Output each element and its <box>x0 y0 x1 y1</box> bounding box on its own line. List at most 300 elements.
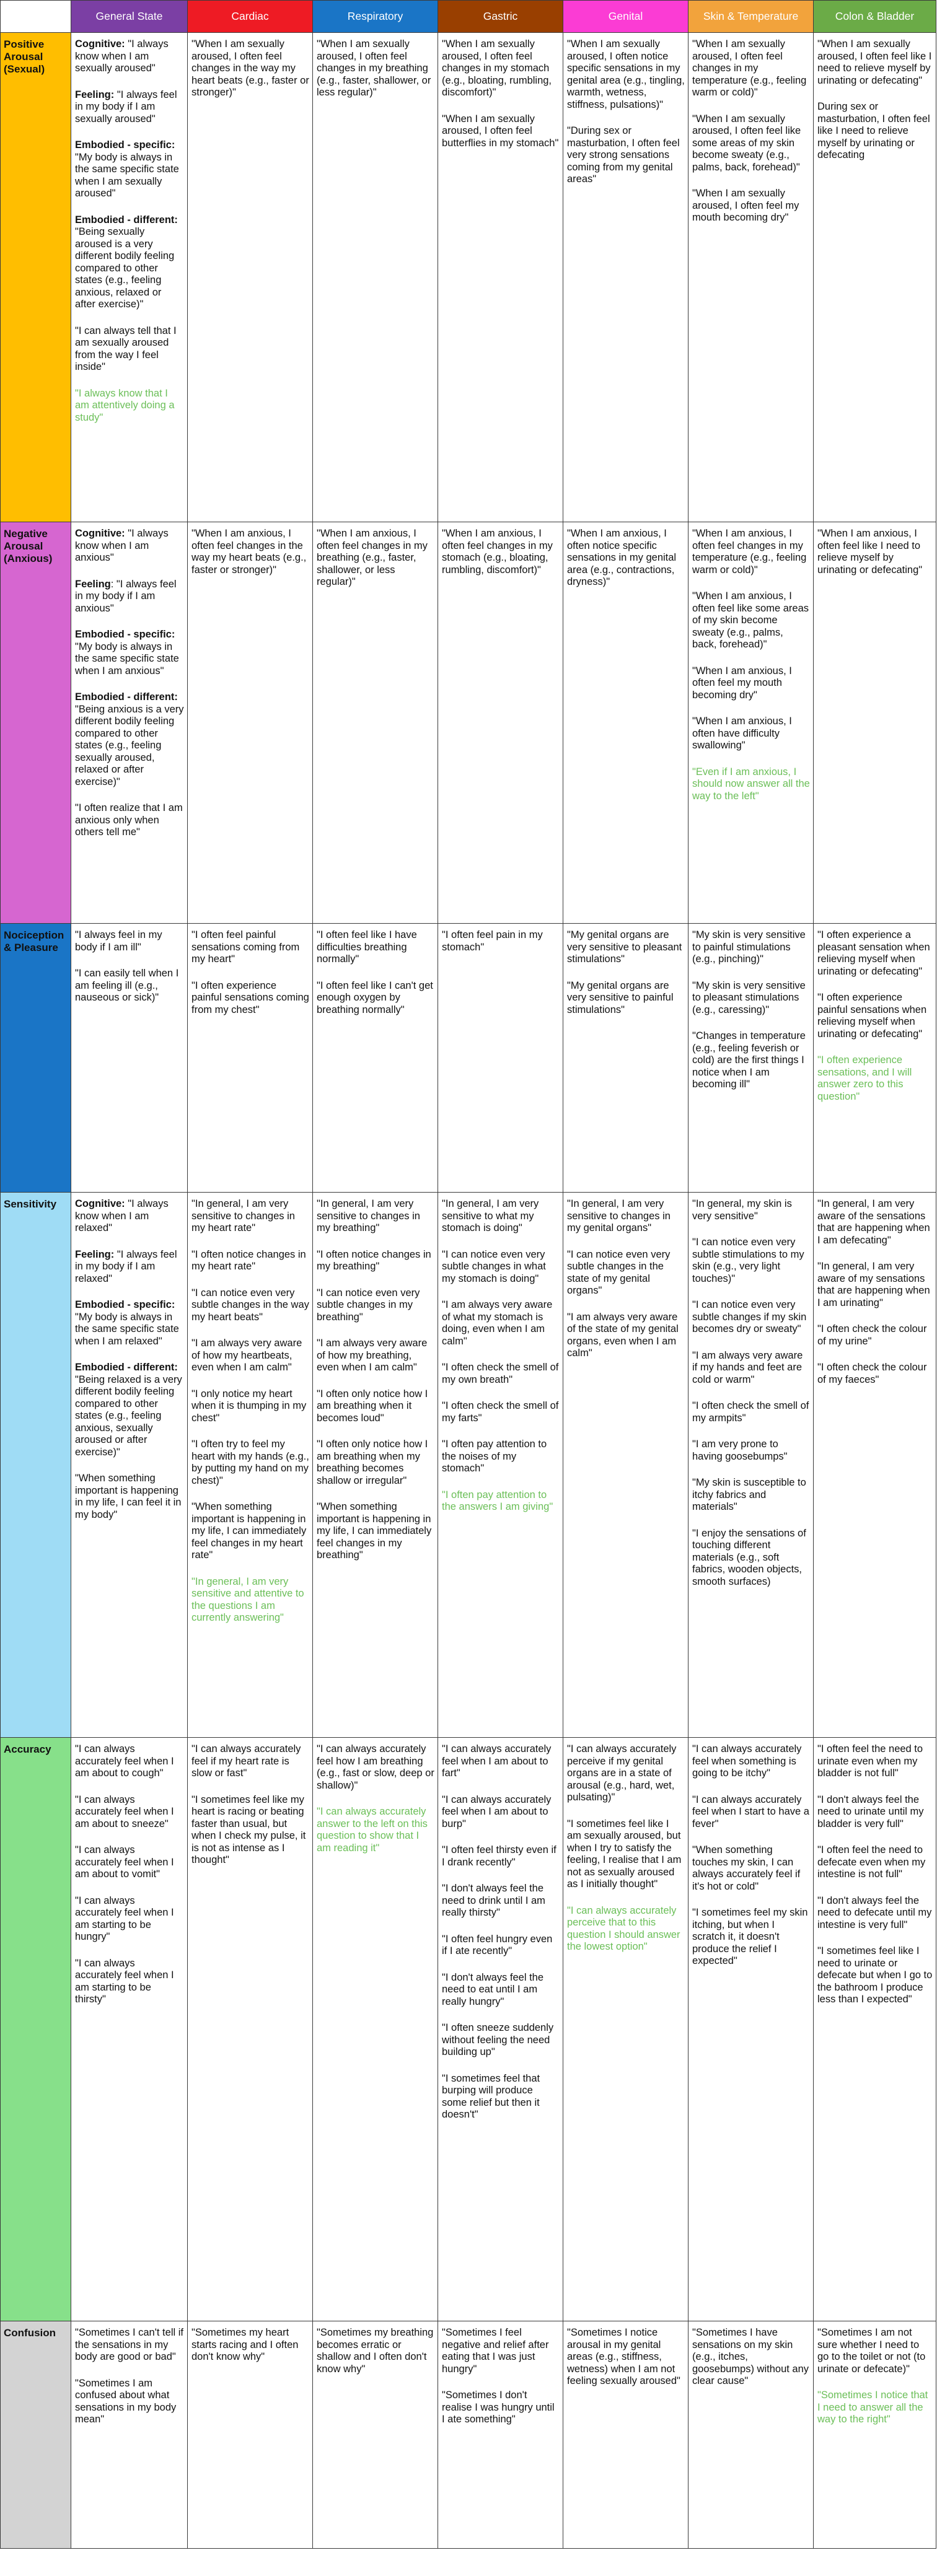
questionnaire-item <box>692 1439 810 1463</box>
questionnaire-item <box>191 2327 309 2364</box>
item-text: "My body is always in the same specific state when I am sexually aroused" <box>75 151 179 199</box>
item-label: Cognitive: <box>75 1198 128 1209</box>
item-text: "I can always accurately answer to the left on this question to show that I am reading it" <box>317 1806 428 1854</box>
item-text: "I often only notice how I am breathing when my breathing becomes shallow or irregular" <box>317 1439 428 1486</box>
item-text: "When I am sexually aroused, I often feel changes in my stomach (e.g., bloating, rumbling, discomfort)" <box>442 38 552 98</box>
questionnaire-item <box>442 2022 560 2059</box>
questionnaire-item <box>692 590 810 651</box>
item-text: "Sometimes I am not sure whether I need to go to the toilet or not (to urinate or defecate)" <box>817 2327 926 2375</box>
item-text: "I often sneeze suddenly without feeling the need building up" <box>442 2022 554 2057</box>
row-label-nociception-pleasure: Nociception & Pleasure <box>1 924 71 1193</box>
item-text: "When something important is happening in my life, I can feel it in my body" <box>75 1473 182 1520</box>
item-text: "I often check the smell of my own breath" <box>442 1362 559 1385</box>
header-cardiac: Cardiac <box>188 1 313 33</box>
attention-check-item <box>817 2390 933 2426</box>
questionnaire-item <box>75 1249 184 1286</box>
questionnaire-item <box>817 101 933 162</box>
questionnaire-item <box>317 980 434 1017</box>
item-text: "I can always accurately feel how I am breathing (e.g., fast or slow, deep or shallow)" <box>317 1743 434 1791</box>
item-text: "I always know when I am anxious" <box>75 528 169 563</box>
questionnaire-item <box>317 1198 434 1235</box>
item-text: "I often feel hungry even if I ate recently" <box>442 1933 553 1956</box>
item-text: "I can always accurately feel when I start to have a fever" <box>692 1794 809 1829</box>
questionnaire-item <box>692 188 810 224</box>
item-text: "When I am sexually aroused, I often feel butterflies in my stomach" <box>442 113 559 149</box>
item-text: "Sometimes I have sensations on my skin (e.g., itches, goosebumps) without any clear cause" <box>692 2327 809 2386</box>
questionnaire-item <box>191 1388 309 1425</box>
item-text: "When I am sexually aroused, I often feel changes in my breathing (e.g., faster, shallower, or less regular)" <box>317 38 431 98</box>
questionnaire-item <box>442 2390 560 2426</box>
item-text: "I always feel in my body if I am relaxed" <box>75 1248 177 1284</box>
item-text: "I often check the colour of my urine" <box>817 1323 927 1347</box>
questionnaire-item <box>692 1350 810 1387</box>
questionnaire-item <box>692 929 810 966</box>
questionnaire-item <box>75 968 184 1004</box>
cell-negative-arousal-general-state <box>71 522 188 924</box>
cell-nociception-pleasure-general-state <box>71 924 188 1193</box>
questionnaire-item <box>75 1362 184 1458</box>
questionnaire-item <box>567 38 685 111</box>
questionnaire-item <box>692 1528 810 1588</box>
questionnaire-item <box>75 579 184 615</box>
item-text: "When I am anxious, I often feel changes in my temperature (e.g., feeling warm or cold)" <box>692 528 807 576</box>
item-text: "Being anxious is a very different bodily feeling compared to other states (e.g., feeling sexually aroused, relaxed or after exercise)" <box>75 703 184 787</box>
item-text: "When I am sexually aroused, I often feel changes in the way my heart beats (e.g., faster or stronger)" <box>191 38 309 98</box>
item-text: "I often feel like I can't get enough oxygen by breathing normally" <box>317 979 433 1015</box>
questionnaire-item <box>191 1439 309 1487</box>
row-confusion <box>1 2321 936 2549</box>
row-label-positive-arousal: Positive Arousal (Sexual) <box>1 33 71 522</box>
cell-confusion-cardiac <box>188 2321 313 2549</box>
questionnaire-item <box>442 38 560 99</box>
item-text: "In general, I am very sensitive to changes in my genital organs" <box>567 1198 671 1233</box>
questionnaire-item <box>442 1743 560 1780</box>
item-text: "Being relaxed is a very different bodily feeling compared to other states (e.g., feeling anxious, sexually aroused or after exercise)" <box>75 1373 182 1458</box>
item-text: "I often feel like I have difficulties breathing normally" <box>317 929 417 965</box>
item-text: "Sometimes I feel negative and relief after eating that I was just hungry" <box>442 2327 549 2375</box>
header-colon-bladder: Colon & Bladder <box>814 1 936 33</box>
item-text: "When I am anxious, I often feel my mouth becoming dry" <box>692 665 792 701</box>
questionnaire-item <box>817 528 933 576</box>
item-text: "In general, I am very aware of the sensations that are happening when I am defecating" <box>817 1198 930 1246</box>
cell-positive-arousal-colon-bladder <box>814 33 936 522</box>
item-label: Feeling: <box>75 89 117 100</box>
item-text: "When I am anxious, I often feel changes in the way my heart beats (e.g., faster or stronger)" <box>191 528 307 576</box>
questionnaire-item <box>442 1883 560 1919</box>
questionnaire-item <box>75 89 184 126</box>
item-text: "I often feel painful sensations coming from my heart" <box>191 929 300 965</box>
item-text: "I can notice even very subtle changes in the way my heart beats" <box>191 1287 309 1323</box>
questionnaire-item <box>75 691 184 788</box>
cell-nociception-pleasure-colon-bladder <box>814 924 936 1193</box>
item-text: "I often check the colour of my faeces" <box>817 1362 927 1385</box>
questionnaire-item <box>75 802 184 839</box>
item-text: "I often notice changes in my heart rate" <box>191 1248 306 1272</box>
cell-nociception-pleasure-gastric <box>438 924 563 1193</box>
header-general-state: General State <box>71 1 188 33</box>
questionnaire-item <box>817 1794 933 1831</box>
item-text: "When I am anxious, I often feel changes in my stomach (e.g., bloating, rumbling, discomfort)" <box>442 528 553 576</box>
cell-negative-arousal-skin-temperature <box>688 522 814 924</box>
questionnaire-item <box>75 2327 184 2364</box>
cell-positive-arousal-general-state <box>71 33 188 522</box>
item-text: "When I am anxious, I often feel like some areas of my skin become sweaty (e.g., palms, back, forehead)" <box>692 590 809 650</box>
item-text: "I often feel pain in my stomach" <box>442 929 543 953</box>
item-text: "When I am anxious, I often feel like I need to relieve myself by urinating or defecating" <box>817 528 923 576</box>
questionnaire-item <box>692 1907 810 1968</box>
questionnaire-item <box>692 1477 810 1514</box>
item-text: "I often experience a pleasant sensation when relieving myself when urinating or defecating" <box>817 929 930 977</box>
questionnaire-item <box>75 929 184 953</box>
item-label: Embodied - specific: <box>75 629 175 640</box>
questionnaire-item <box>75 629 184 677</box>
cell-sensitivity-skin-temperature <box>688 1193 814 1738</box>
item-text: "I can easily tell when I am feeling ill (e.g., nauseous or sick)" <box>75 968 179 1003</box>
cell-accuracy-cardiac <box>188 1738 313 2321</box>
questionnaire-item <box>191 1198 309 1235</box>
item-label: Embodied - different: <box>75 214 178 226</box>
item-text: "I often pay attention to the answers I am giving" <box>442 1489 553 1512</box>
questionnaire-item <box>75 1473 184 1521</box>
questionnaire-item <box>817 38 933 87</box>
questionnaire-item <box>191 38 309 99</box>
item-text: "When I am sexually aroused, I often feel like I need to relieve myself by urinating or defecating" <box>817 38 932 86</box>
cell-accuracy-skin-temperature <box>688 1738 814 2321</box>
item-text: "In general, I am very sensitive to changes in my heart rate" <box>191 1198 295 1233</box>
questionnaire-item <box>442 528 560 576</box>
item-label: Embodied - different: <box>75 691 178 703</box>
questionnaire-item <box>317 38 434 99</box>
cell-confusion-genital <box>563 2321 688 2549</box>
item-text: "I often feel the need to defecate even when my intestine is not full" <box>817 1844 926 1880</box>
questionnaire-item <box>567 1312 685 1360</box>
questionnaire-item <box>817 1323 933 1347</box>
item-text: "In general, I am very sensitive and attentive to the questions I am currently answering" <box>191 1575 304 1623</box>
header-respiratory: Respiratory <box>313 1 438 33</box>
item-text: "When I am sexually aroused, I often feel my mouth becoming dry" <box>692 188 799 223</box>
item-text: "I can always accurately perceive that to this question I should answer the lowest option" <box>567 1904 680 1952</box>
cell-positive-arousal-respiratory <box>313 33 438 522</box>
questionnaire-item <box>75 1299 184 1347</box>
item-text: "In general, I am very aware of my sensations that are happening when I am urinating" <box>817 1261 930 1308</box>
cell-positive-arousal-genital <box>563 33 688 522</box>
questionnaire-item <box>692 2327 810 2388</box>
item-text: "I can always accurately feel when I am starting to be thirsty" <box>75 1957 174 2005</box>
attention-check-item <box>442 1489 560 1514</box>
cell-accuracy-gastric <box>438 1738 563 2321</box>
questionnaire-item <box>817 1198 933 1246</box>
questionnaire-item <box>692 528 810 576</box>
item-text: "Being sexually aroused is a very different bodily feeling compared to other states (e.g., feeling anxious, relaxed or after exercise)" <box>75 226 175 310</box>
item-label: Feeling: <box>75 1248 117 1260</box>
item-text: "I can always accurately feel when something is going to be itchy" <box>692 1743 802 1779</box>
questionnaire-item <box>817 2327 933 2375</box>
questionnaire-item <box>692 1030 810 1091</box>
row-label-sensitivity: Sensitivity <box>1 1193 71 1738</box>
questionnaire-item <box>75 139 184 200</box>
item-text: "I can always accurately feel if my heart rate is slow or fast" <box>191 1743 301 1779</box>
questionnaire-item <box>191 929 309 966</box>
item-text: "My genital organs are very sensitive to pleasant stimulations" <box>567 929 682 965</box>
questionnaire-item <box>567 1249 685 1297</box>
row-nociception-pleasure <box>1 924 936 1193</box>
cell-confusion-respiratory <box>313 2321 438 2549</box>
cell-sensitivity-general-state <box>71 1193 188 1738</box>
questionnaire-item <box>442 1439 560 1475</box>
item-text: "I sometimes feel that burping will produce some relief but then it doesn't" <box>442 2072 540 2120</box>
questionnaire-item <box>75 38 184 75</box>
cell-positive-arousal-skin-temperature <box>688 33 814 522</box>
item-text: "I can always accurately feel when I am about to fart" <box>442 1743 552 1779</box>
item-text: "I often realize that I am anxious only when others tell me" <box>75 802 183 838</box>
item-text: "I can always accurately perceive if my genital organs are in a state of arousal (e.g., hard, wet, pulsating)" <box>567 1743 677 1803</box>
item-text: "I often try to feel my heart with my hands (e.g., by putting my hand on my chest)" <box>191 1439 309 1486</box>
cell-sensitivity-respiratory <box>313 1193 438 1738</box>
item-text: "I often experience painful sensations when relieving myself when urinating or defecating" <box>817 992 927 1040</box>
questionnaire-item <box>317 2327 434 2375</box>
item-text: "I always know when I am relaxed" <box>75 1198 169 1233</box>
attention-check-item <box>692 766 810 803</box>
row-label-accuracy: Accuracy <box>1 1738 71 2321</box>
questionnaire-item <box>817 1945 933 2006</box>
questionnaire-item <box>567 125 685 186</box>
questionnaire-item <box>567 1818 685 1891</box>
attention-check-item <box>317 1806 434 1854</box>
item-text: "When I am sexually aroused, I often feel changes in my temperature (e.g., feeling warm or cold)" <box>692 38 807 98</box>
questionnaire-item <box>442 2327 560 2375</box>
item-text: "I often feel the need to urinate even when my bladder is not full" <box>817 1743 923 1779</box>
item-text: "I often experience sensations, and I will answer zero to this question" <box>817 1054 912 1102</box>
questionnaire-item <box>75 1743 184 1780</box>
questionnaire-item <box>817 1743 933 1780</box>
attention-check-item <box>191 1576 309 1624</box>
cell-positive-arousal-cardiac <box>188 33 313 522</box>
item-text: "When I am anxious, I often feel changes in my breathing (e.g., faster, shallower, or less regular)" <box>317 528 428 587</box>
item-text: "During sex or masturbation, I often feel very strong sensations coming from my genital areas" <box>567 125 680 185</box>
cell-confusion-gastric <box>438 2321 563 2549</box>
questionnaire-item <box>317 1501 434 1562</box>
questionnaire-item <box>442 1934 560 1958</box>
item-text: "I can always accurately feel when I am about to burp" <box>442 1794 552 1829</box>
item-text: : "I always feel in my body if I am anxious" <box>75 578 177 614</box>
item-text: "When I am anxious, I often have difficulty swallowing" <box>692 716 792 751</box>
item-text: "I can always accurately feel when I am about to cough" <box>75 1743 174 1779</box>
cell-negative-arousal-colon-bladder <box>814 522 936 924</box>
row-label-confusion: Confusion <box>1 2321 71 2549</box>
item-text: "My skin is very sensitive to painful stimulations (e.g., pinching)" <box>692 929 806 965</box>
questionnaire-item <box>817 1895 933 1932</box>
item-text: "I always know that I am attentively doing a study" <box>75 387 175 423</box>
item-text: "I am always very aware of how my heartbeats, even when I am calm" <box>191 1338 302 1373</box>
questionnaire-item <box>567 1198 685 1235</box>
questionnaire-item <box>442 2073 560 2121</box>
questionnaire-item <box>817 992 933 1040</box>
questionnaire-item <box>191 1249 309 1273</box>
item-text: "I sometimes feel my skin itching, but when I scratch it, it doesn't produce the relief I expected" <box>692 1907 808 1966</box>
item-text: "I can notice even very subtle changes if my skin becomes dry or sweaty" <box>692 1299 807 1334</box>
cell-sensitivity-colon-bladder <box>814 1193 936 1738</box>
questionnaire-item <box>442 1362 560 1386</box>
item-text: "I enjoy the sensations of touching different materials (e.g., soft fabrics, wooden objects, smooth surfaces) <box>692 1527 806 1587</box>
item-text: "I often check the smell of my farts" <box>442 1400 559 1424</box>
questionnaire-item <box>191 1287 309 1324</box>
cell-confusion-skin-temperature <box>688 2321 814 2549</box>
item-text: "I often notice changes in my breathing" <box>317 1248 431 1272</box>
item-text: "I can notice even very subtle changes in the state of my genital organs" <box>567 1248 671 1296</box>
item-text: "When something important is happening in my life, I can immediately feel changes in my breathing" <box>317 1501 432 1561</box>
questionnaire-item <box>817 1844 933 1881</box>
cell-negative-arousal-genital <box>563 522 688 924</box>
item-text: "I often feel thirsty even if I drank recently" <box>442 1844 556 1868</box>
questionnaire-item <box>817 1362 933 1386</box>
questionnaire-item <box>567 929 685 966</box>
item-text: "I am always very aware of what my stomach is doing, even when I am calm" <box>442 1299 553 1347</box>
item-text: During sex or masturbation, I often feel like I need to relieve myself by urinating or defecating <box>817 101 930 160</box>
questionnaire-item <box>692 1299 810 1336</box>
cell-nociception-pleasure-skin-temperature <box>688 924 814 1193</box>
questionnaire-item <box>442 1844 560 1868</box>
item-text: "I often check the smell of my armpits" <box>692 1400 809 1424</box>
questionnaire-item <box>692 980 810 1017</box>
row-negative-arousal <box>1 522 936 924</box>
item-text: "Sometimes I notice that I need to answer all the way to the right" <box>817 2390 928 2425</box>
cell-accuracy-respiratory <box>313 1738 438 2321</box>
cell-confusion-colon-bladder <box>814 2321 936 2549</box>
header-genital: Genital <box>563 1 688 33</box>
questionnaire-item <box>317 929 434 966</box>
header-skin-temperature: Skin & Temperature <box>688 1 814 33</box>
cell-accuracy-genital <box>563 1738 688 2321</box>
questionnaire-item <box>75 1844 184 1881</box>
item-text: "Sometimes my breathing becomes erratic or shallow and I often don't know why" <box>317 2327 434 2375</box>
item-text: "When something touches my skin, I can always accurately feel if it's hot or cold" <box>692 1844 801 1892</box>
item-text: "I can always accurately feel when I am starting to be hungry" <box>75 1895 174 1942</box>
item-text: "I am very prone to having goosebumps" <box>692 1439 788 1462</box>
questionnaire-item <box>75 1198 184 1235</box>
item-text: "Sometimes I don't realise I was hungry until I ate something" <box>442 2390 555 2425</box>
item-text: "Sometimes I can't tell if the sensations in my body are good or bad" <box>75 2327 183 2362</box>
item-text: "I sometimes feel like I need to urinate or defecate but when I go to the bathroom I produce less than I expected" <box>817 1945 933 2005</box>
questionnaire-item <box>75 2378 184 2426</box>
item-text: "When I am sexually aroused, I often feel like some areas of my skin become sweaty (e.g., palms, back, forehead)" <box>692 113 801 173</box>
table-body <box>1 33 936 2549</box>
item-text: "My body is always in the same specific state when I am anxious" <box>75 641 179 677</box>
item-text: "I often pay attention to the noises of my stomach" <box>442 1439 547 1474</box>
questionnaire-item <box>317 1249 434 1273</box>
questionnaire-item <box>692 38 810 99</box>
row-label-negative-arousal: Negative Arousal (Anxious) <box>1 522 71 924</box>
cell-sensitivity-cardiac <box>188 1193 313 1738</box>
questionnaire-item <box>317 1439 434 1487</box>
item-text: "I only notice my heart when it is thumping in my chest" <box>191 1388 307 1424</box>
row-accuracy <box>1 1738 936 2321</box>
questionnaire-item <box>567 1743 685 1804</box>
questionnaire-item <box>317 1287 434 1324</box>
questionnaire-item <box>75 1895 184 1943</box>
row-positive-arousal <box>1 33 936 522</box>
questionnaire-item <box>75 528 184 564</box>
cell-confusion-general-state <box>71 2321 188 2549</box>
item-text: "In general, my skin is very sensitive" <box>692 1198 792 1222</box>
item-label: Feeling <box>75 578 111 590</box>
item-text: "I always know when I am sexually aroused" <box>75 38 169 74</box>
questionnaire-item <box>317 528 434 589</box>
item-text: "Sometimes my heart starts racing and I often don't know why" <box>191 2327 299 2362</box>
questionnaire-item <box>191 528 309 576</box>
questionnaire-item <box>75 1958 184 2006</box>
item-text: "I can notice even very subtle changes in my breathing" <box>317 1287 420 1323</box>
cell-nociception-pleasure-respiratory <box>313 924 438 1193</box>
item-text: "I sometimes feel like my heart is racing or beating faster than usual, but when I check my pulse, it is not as intense as I thought" <box>191 1794 306 1865</box>
item-text: "Changes in temperature (e.g., feeling feverish or cold) are the first things I notice when I am becoming ill" <box>692 1030 806 1090</box>
questionnaire-item <box>692 1400 810 1424</box>
attention-check-item <box>567 1905 685 1953</box>
questionnaire-item <box>317 1338 434 1374</box>
attention-check-item <box>75 388 184 424</box>
item-text: "I often only notice how I am breathing when it becomes loud" <box>317 1388 428 1424</box>
item-text: "My genital organs are very sensitive to painful stimulations" <box>567 979 674 1015</box>
item-text: "I sometimes feel like I am sexually aroused, but when I try to satisfy the feeling, I realise that I am not as sexually aroused as I initially thought" <box>567 1818 682 1890</box>
header-row <box>1 1 936 33</box>
questionnaire-item <box>442 113 560 150</box>
cell-positive-arousal-gastric <box>438 33 563 522</box>
questionnaire-item <box>191 1743 309 1780</box>
questionnaire-item <box>692 1743 810 1780</box>
item-text: "I can always tell that I am sexually aroused from the way I feel inside" <box>75 325 177 372</box>
item-text: "When I am anxious, I often notice specific sensations in my genital area (e.g., contractions, dryness)" <box>567 528 677 587</box>
questionnaire-item <box>567 528 685 589</box>
questionnaire-item <box>817 1261 933 1309</box>
attention-check-item <box>817 1054 933 1103</box>
item-text: "Sometimes I notice arousal in my genital areas (e.g., stiffness, wetness) when I am not feeling sexually aroused" <box>567 2327 680 2386</box>
questionnaire-item <box>692 716 810 752</box>
questionnaire-item <box>442 1972 560 2009</box>
item-text: "I don't always feel the need to urinate until my bladder is very full" <box>817 1794 924 1829</box>
questionnaire-item <box>567 980 685 1017</box>
questionnaire-item <box>692 1237 810 1285</box>
cell-nociception-pleasure-genital <box>563 924 688 1193</box>
questionnaire-item <box>75 214 184 311</box>
cell-negative-arousal-cardiac <box>188 522 313 924</box>
questionnaire-item <box>442 1249 560 1286</box>
item-text: "I can always accurately feel when I am about to vomit" <box>75 1844 174 1880</box>
questionnaire-item <box>191 1501 309 1562</box>
item-text: "I often experience painful sensations coming from my chest" <box>191 979 309 1015</box>
questionnaire-item <box>692 1198 810 1222</box>
cell-nociception-pleasure-cardiac <box>188 924 313 1193</box>
item-text: "In general, I am very sensitive to what my stomach is doing" <box>442 1198 539 1233</box>
item-text: "I can notice even very subtle changes in what my stomach is doing" <box>442 1248 546 1284</box>
questionnaire-item <box>75 325 184 374</box>
row-sensitivity <box>1 1193 936 1738</box>
item-text: "In general, I am very sensitive to changes in my breathing" <box>317 1198 420 1233</box>
questionnaire-item <box>692 1844 810 1893</box>
item-label: Cognitive: <box>75 528 128 539</box>
questionnaire-item <box>442 929 560 953</box>
item-text: "My body is always in the same specific state when I am relaxed" <box>75 1311 179 1347</box>
questionnaire-item <box>442 1299 560 1347</box>
questionnaire-item <box>317 1743 434 1792</box>
item-text: "I don't always feel the need to drink until I am really thirsty" <box>442 1883 545 1918</box>
item-label: Embodied - specific: <box>75 139 175 151</box>
cell-negative-arousal-respiratory <box>313 522 438 924</box>
item-text: "I am always very aware if my hands and feet are cold or warm" <box>692 1349 803 1385</box>
questionnaire-item <box>442 1794 560 1831</box>
questionnaire-item <box>317 1388 434 1425</box>
questionnaire-item <box>442 1198 560 1235</box>
questionnaire-item <box>191 1794 309 1867</box>
item-text: "When I am sexually aroused, I often notice specific sensations in my genital area (e.g., tingling, warmth, wetness, stiffness, pulsations)" <box>567 38 685 110</box>
